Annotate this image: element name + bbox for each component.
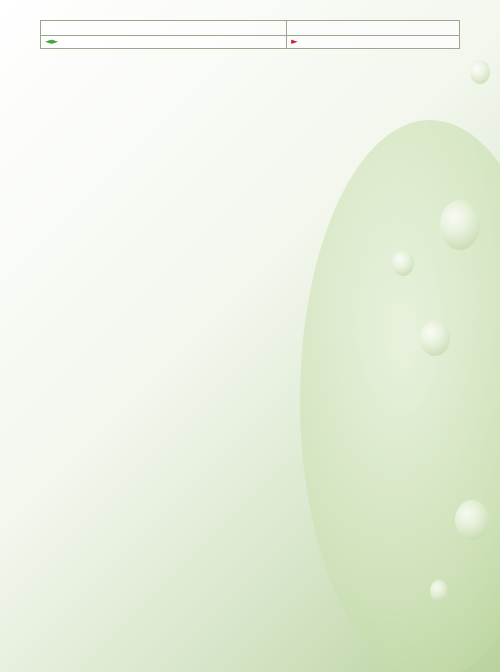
- water-drop: [392, 250, 414, 276]
- water-drop: [420, 320, 450, 356]
- water-drop: [430, 580, 448, 602]
- legend-strong: [287, 36, 460, 49]
- red-arrow-icon: ►: [291, 37, 298, 47]
- water-drop: [470, 60, 490, 84]
- legend-weak: [41, 36, 287, 49]
- ph-availability-chart: [40, 458, 310, 638]
- synergists-header: [287, 21, 460, 36]
- water-drop: [455, 500, 489, 540]
- double-arrow-icon: ◄►: [45, 37, 59, 47]
- interaction-table: [40, 20, 460, 49]
- water-drop: [440, 200, 480, 250]
- antagonists-header: [41, 21, 287, 36]
